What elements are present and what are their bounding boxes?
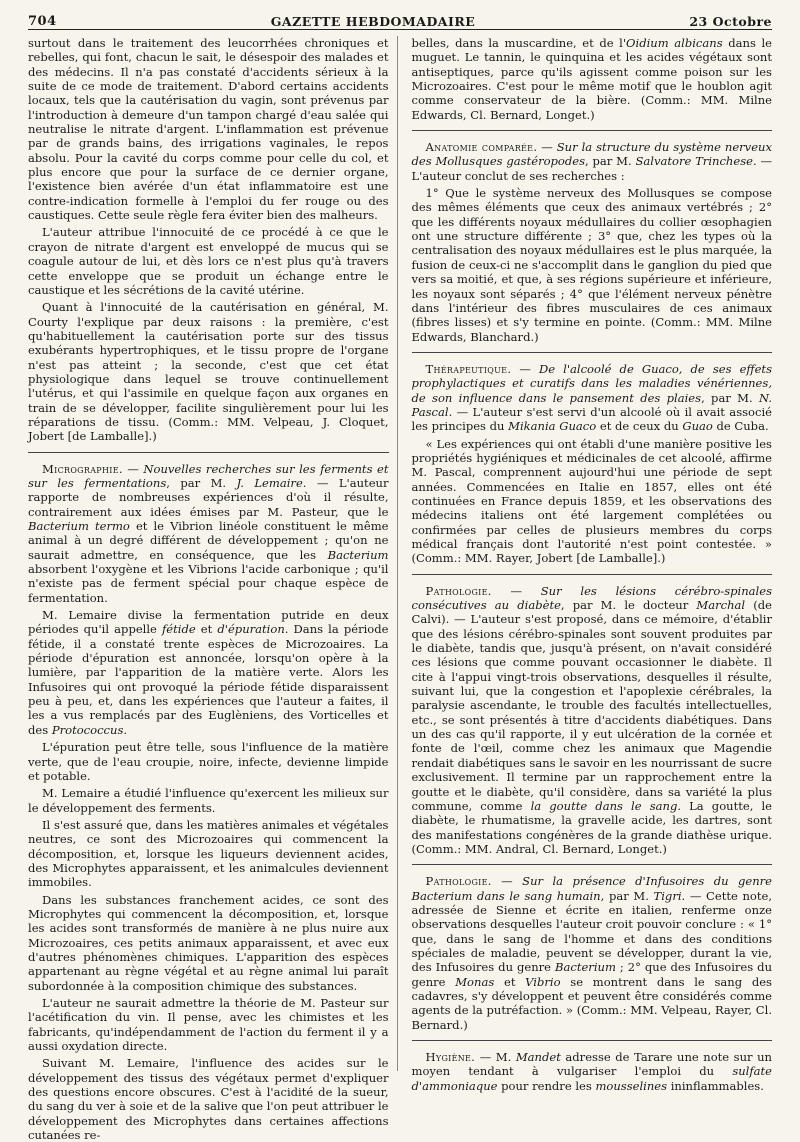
paragraph: Quant à l'innocuité de la cautérisation en général, M. Courty l'explique par deux raisons : la première, c'est qu'habituellement la cautérisation porte sur des tissus exubérants hypertrophiques, et le tissu propre de l'organe n'est pas atteint ; la seconde, c'est que cet état physiologique dans lequel se trouve continuellement l'utérus, et qui l'assimile en quelque façon aux organes en train de se développer, facilite singulièrement pour lui les réparations de tissu. (Comm.: MM. Velpeau, J. Cloquet, Jobert [de Lamballe].): [28, 300, 389, 444]
paragraph: surtout dans le traitement des leucorrhées chroniques et rebelles, qui font, chacun le sait, le désespoir des malades et des médecins. Il n'a pas constaté d'accidents sérieux à la suite de ce mode de traitement. D'abord certains accidents locaux, tels que la cautérisation du vagin, sont prévenus par l'introduction à demeure d'un tampon chargé d'eau salée qui neutralise le nitrate d'argent. L'inflammation est prévenue par de grands bains, des irrigations vaginales, le repos absolu. Pour la cavité du corps comme pour celle du col, et plus encore que pour la surface de ce dernier organe, l'existence bien avérée d'un état inflammatoire est une contre-indication formelle à l'emploi du fer rouge ou des caustiques. Cette seule règle fera éviter bien des malheurs.: [28, 36, 389, 223]
paragraph: belles, dans la muscardine, et de l'Oidium albicans dans le muguet. Le tannin, le quinquina et les acides végétaux sont antiseptiques, parce qu'ils agissent comme poison sur les Microzoaires. C'est pour le même motif que le houblon agit comme conservateur de la bière. (Comm.: MM. Milne Edwards, Cl. Bernard, Longet.): [411, 36, 772, 122]
section-label: Micrographie.: [42, 461, 123, 476]
section-divider: [412, 574, 773, 575]
author-name: Mandet: [515, 1050, 561, 1064]
section-label: Pathologie.: [425, 583, 492, 598]
paragraph: Dans les substances franchement acides, ce sont des Microphytes qui commencent la décomposition, et, lorsque les acides sont transformés de manière à ne plus nuire aux Microzoaires, ces petits animaux apparaissent, et avec eux d'autres phénomènes chimiques. L'apparition des espèces appartenant au règne végétal et au règne animal lui paraît subordonnée à la composition chimique des substances.: [28, 892, 389, 993]
issue-date: 23 Octobre: [689, 14, 772, 29]
paragraph: M. Lemaire divise la fermentation putride en deux périodes qu'il appelle fétide et d'épuration. Dans la période fétide, il a constaté trente espèces de Microzoaires. La période d'épuration est annoncée, lorsqu'on opère à la lumière, par l'apparition de la matière verte. Alors les Infusoires qui ont provoqué la période fétide disparaissent peu à peu, et, dans les expériences que l'auteur a faites, il les a vus remplacés par des Euglèniens, des Vorticelles et des Protococcus.: [28, 608, 389, 737]
paragraph: Il s'est assuré que, dans les matières animales et végétales neutres, ce sont des Microzoaires qui commencent la décomposition, et, lorsque les liqueurs deviennent acides, des Microphytes apparaissent, et les animalcules deviennent immobiles.: [28, 817, 389, 890]
article-title: Nouvelles recherches sur les ferments et sur les fermentations: [28, 461, 389, 490]
article-title: De l'alcoolé de Guaco, de ses effets prophylactiques et curatifs dans les maladies vénériennes, de son influence dans le pansement des plaies: [411, 361, 773, 405]
article-title: Sur la présence d'Infusoires du genre Bacterium dans le sang humain: [411, 874, 772, 903]
section-divider: [412, 130, 773, 131]
article-title: Sur les lésions cérébro-spinales consécutives au diabète: [411, 583, 772, 613]
article-title: Sur la structure du système nerveux des Mollusques gastéropodes: [411, 140, 772, 169]
page-header: [28, 0, 772, 30]
article-pathologie-diabete: Pathologie. — Sur les lésions cérébro-spinales consécutives au diabète, par M. le docteur Marchal (de Calvi). — L'auteur s'est proposé, dans ce mémoire, d'établir que des lésions cérébro-spinales sont souvent produites par le diabète, tandis que, jusqu'à présent, on n'avait considéré ces lésions que comme pouvant occasionner le diabète. Il cite à l'appui vingt-trois observations, desquelles il résulte, suivant lui, que la congestion et l'apoplexie cérébrales, la paralysie ascendante, le trouble des facultés intellectuelles, etc., se sont présentés à titre d'accidents diabétiques. Dans un des cas qu'il rapporte, il y eut ulcération de la cornée et fonte de l'œil, comme chez les animaux que Magendie rendait diabétiques sans le savoir en les nourrissant de sucre exclusivement. Il termine par un rapprochement entre la goutte et le diabète, qu'il considère, dans sa variété la plus commune, comme la goutte dans le sang. La goutte, le diabète, le rhumatisme, la gravelle acide, les dartres, sont des manifestations congénères de la grande diathèse urique. (Comm.: MM. Andral, Cl. Bernard, Longet.): [411, 583, 773, 856]
right-column: [408, 36, 773, 1093]
section-label: Anatomie comparée.: [425, 140, 538, 155]
paragraph: L'auteur attribue l'innocuité de ce procédé à ce que le crayon de nitrate d'argent est enveloppé de mucus qui se coagule autour de lui, et dès lors ce n'est plus qu'à travers cette enveloppe que se produit un échange entre le caustique et les sécrétions de la cavité utérine.: [28, 225, 389, 297]
section-divider: [412, 864, 773, 865]
journal-title: GAZETTE HEBDOMADAIRE: [270, 14, 476, 29]
article-pathologie-bacterium: Pathologie. — Sur la présence d'Infusoires du genre Bacterium dans le sang humain, par M. Tigri. — Cette note, adressée de Sienne et écrite en italien, renferme onze observations desquelles l'auteur croit pouvoir conclure : « 1° que, dans le sang de l'homme et dans des conditions spéciales de maladie, peuvent se développer, durant la vie, des Infusoires du genre Bacterium ; 2° que des Infusoires du genre Monas et Vibrio se montrent dans le sang des cadavres, s'y développent et peuvent être considérés comme agents de la putréfaction. » (Comm.: MM. Velpeau, Rayer, Cl. Bernard.): [411, 874, 773, 1032]
paragraph: 1° Que le système nerveux des Mollusques se compose des mêmes éléments que ceux des animaux vertébrés ; 2° que les différents noyaux médullaires du collier œsophagien ont une structure différente ; 3° que, chez les types où la centralisation des noyaux médullaires est le plus marquée, la fusion de ceux-ci ne s'accomplit dans le ganglion du pied que vers sa moitié, et que, à ses régions supérieure et inférieure, les noyaux sont séparés ; 4° que l'élément nerveux pénètre dans l'intérieur des fibres musculaires de ces animaux (fibres lisses) et s'y termine en pointe. (Comm.: MM. Milne Edwards, Blanchard.): [411, 186, 772, 344]
author-name: J. Lemaire: [236, 475, 303, 490]
page-number: 704: [28, 14, 57, 29]
paragraph: Suivant M. Lemaire, l'influence des acides sur le développement des tissus des végétaux permet d'expliquer des questions encore obscures. C'est à l'acidité de la sueur, du sang du ver à soie et de la salive que l'on peut attribuer le développement des Microphytes dans certaines affections cutanées re-: [28, 1056, 389, 1142]
article-anatomie: Anatomie comparée. — Sur la structure du système nerveux des Mollusques gastéropodes, par M. Salvatore Trinchese. — L'auteur conclut de ses recherches :: [411, 140, 773, 183]
section-divider: [28, 452, 389, 453]
article-therapeutique: Thérapeutique. — De l'alcoolé de Guaco, de ses effets prophylactiques et curatifs dans les maladies vénériennes, de son influence dans le pansement des plaies, par M. N. Pascal. — L'auteur s'est servi d'un alcoolé où il avait associé les principes du Mikania Guaco et de ceux du Guao de Cuba.: [411, 361, 773, 434]
author-name: Tigri: [653, 888, 682, 903]
author-name: N. Pascal: [411, 390, 772, 419]
author-name: Salvatore Trinchese: [635, 154, 753, 169]
section-divider: [412, 1040, 773, 1041]
section-label: Thérapeutique.: [425, 361, 512, 376]
article-micrographie: Micrographie. — Nouvelles recherches sur les ferments et sur les fermentations, par M. J. Lemaire. — L'auteur rapporte de nombreuses expériences d'où il résulte, contrairement aux idées émises par M. Pasteur, que le Bacterium termo et le Vibrion linéole constituent le même animal à un degré différent de développement ; qu'on ne saurait admettre, en conséquence, que les Bacterium absorbent l'oxygène et les Vibrions l'acide carbonique ; qu'il n'existe pas de ferment spécial pour chaque espèce de fermentation.: [28, 461, 389, 605]
left-column: [28, 36, 398, 1142]
section-divider: [412, 352, 773, 353]
section-label: Hygiène.: [425, 1050, 476, 1064]
paragraph: « Les expériences qui ont établi d'une manière positive les propriétés hygiéniques et médicinales de cet alcoolé, affirme M. Pascal, comprennent aujourd'hui une période de sept années. Commencées en Italie en 1857, elles ont été continuées en France depuis 1859, et les observations des médecins italiens ont été largement complétées ou confirmées par celles de plusieurs membres du corps médical français dont l'autorité n'est point contestée. » (Comm.: MM. Rayer, Jobert [de Lamballe].): [411, 436, 772, 566]
article-hygiene: Hygiène. — M. Mandet adresse de Tarare une note sur un moyen tendant à vulgariser l'emploi du sulfate d'ammoniaque pour rendre les mousselines ininflammables.: [411, 1050, 772, 1093]
paragraph: L'auteur ne saurait admettre la théorie de M. Pasteur sur l'acétification du vin. Il pense, avec les chimistes et les fabricants, qu'indépendamment de l'action du ferment il y a aussi oxydation directe.: [28, 996, 389, 1054]
section-label: Pathologie.: [425, 874, 492, 889]
paragraph: M. Lemaire a étudié l'influence qu'exercent les milieux sur le développement des ferments.: [28, 786, 389, 815]
author-name: Marchal: [696, 598, 746, 613]
paragraph: L'épuration peut être telle, sous l'influence de la matière verte, que de l'eau croupie, noire, infecte, devienne limpide et potable.: [28, 740, 389, 783]
two-column-body: [28, 36, 773, 1142]
